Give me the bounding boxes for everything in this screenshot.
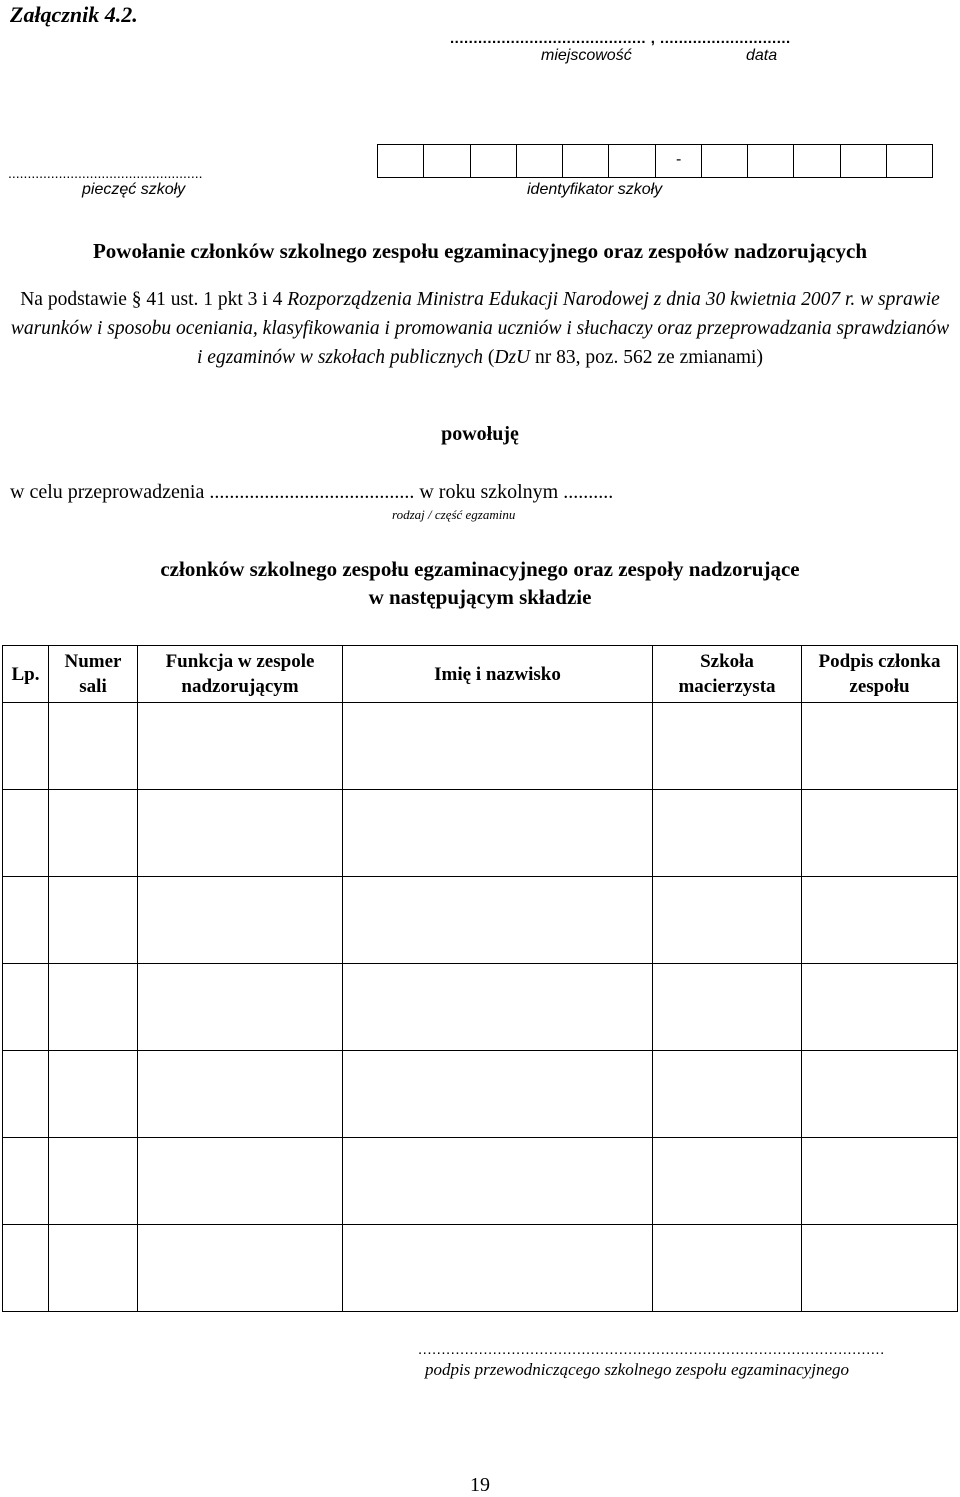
table-cell[interactable] [49, 790, 138, 877]
header-signature: Podpis członka zespołu [802, 646, 958, 703]
members-heading-line2: w następującym składzie [368, 585, 592, 609]
table-cell[interactable] [138, 1051, 343, 1138]
table-cell[interactable] [802, 703, 958, 790]
table-cell[interactable] [3, 1051, 49, 1138]
table-cell[interactable] [343, 964, 653, 1051]
table-cell[interactable] [343, 877, 653, 964]
legal-basis-paragraph [10, 285, 950, 372]
table-cell[interactable] [49, 964, 138, 1051]
table-cell[interactable] [343, 1051, 653, 1138]
attachment-label: Załącznik 4.2. [10, 2, 138, 27]
table-cell[interactable] [653, 1225, 802, 1312]
table-cell[interactable] [49, 703, 138, 790]
school-id-boxes[interactable] [377, 144, 933, 178]
table-cell[interactable] [3, 1225, 49, 1312]
table-cell[interactable] [49, 1138, 138, 1225]
school-id-box[interactable] [423, 145, 469, 177]
page-number: 19 [470, 1474, 490, 1496]
table-cell[interactable] [802, 877, 958, 964]
table-row [3, 1138, 958, 1225]
school-id-box[interactable] [840, 145, 886, 177]
header-room-number: Numer sali [49, 646, 138, 703]
table-cell[interactable] [49, 1225, 138, 1312]
place-label: miejscowość [541, 47, 632, 64]
table-row [3, 790, 958, 877]
members-heading-line1: członków szkolnego zespołu egzaminacyjnego oraz zespoły nadzorujące [160, 557, 800, 581]
table-cell[interactable] [138, 1225, 343, 1312]
table-cell[interactable] [3, 703, 49, 790]
table-cell[interactable] [653, 1051, 802, 1138]
table-cell[interactable] [802, 1051, 958, 1138]
table-header-row [3, 646, 958, 703]
members-heading [0, 555, 960, 611]
table-cell[interactable] [802, 1225, 958, 1312]
legal-basis-journal: DzU [494, 347, 531, 368]
signature-dots: .................................................................................................... [418, 1341, 885, 1358]
legal-basis-part5: nr 83, poz. 562 ze zmianami) [530, 347, 763, 368]
exam-type-label: rodzaj / część egzaminu [392, 507, 516, 522]
document-heading: Powołanie członków szkolnego zespołu egzaminacyjnego oraz zespołów nadzorujących [92, 239, 868, 263]
header-name: Imię i nazwisko [343, 646, 653, 703]
table-cell[interactable] [138, 790, 343, 877]
school-id-box[interactable] [562, 145, 608, 177]
table-row [3, 1225, 958, 1312]
table-cell[interactable] [343, 790, 653, 877]
table-cell[interactable] [802, 964, 958, 1051]
school-stamp-dots: .................................................. [8, 165, 203, 181]
school-id-label: identyfikator szkoły [527, 181, 663, 198]
table-cell[interactable] [3, 877, 49, 964]
header-home-school: Szkoła macierzysta [653, 646, 802, 703]
table-cell[interactable] [3, 790, 49, 877]
appoint-word: powołuję [441, 423, 519, 445]
table-cell[interactable] [653, 877, 802, 964]
table-cell[interactable] [802, 1138, 958, 1225]
school-id-box[interactable] [701, 145, 747, 177]
table-cell[interactable] [343, 703, 653, 790]
school-id-box[interactable] [886, 145, 932, 177]
date-label: data [746, 47, 778, 64]
table-row [3, 877, 958, 964]
school-id-box[interactable] [516, 145, 562, 177]
legal-basis-part3: ( [482, 347, 495, 368]
school-id-box[interactable] [793, 145, 839, 177]
legal-basis-part1: Na podstawie § 41 ust. 1 pkt 3 i 4 [20, 289, 288, 310]
table-cell[interactable] [3, 964, 49, 1051]
table-cell[interactable] [138, 1138, 343, 1225]
place-date-dots: .......................................... , ............................ [450, 30, 791, 47]
table-cell[interactable] [3, 1138, 49, 1225]
header-lp: Lp. [3, 646, 49, 703]
school-stamp-label: pieczęć szkoły [82, 181, 186, 198]
table-cell[interactable] [49, 877, 138, 964]
school-id-box[interactable] [747, 145, 793, 177]
table-cell[interactable] [138, 964, 343, 1051]
table-cell[interactable] [343, 1138, 653, 1225]
purpose-line: w celu przeprowadzenia ......................................... w roku szkolnym .......... [10, 481, 614, 503]
members-table [2, 645, 958, 1312]
signature-label: podpis przewodniczącego szkolnego zespołu egzaminacyjnego [425, 1360, 849, 1379]
table-cell[interactable] [49, 1051, 138, 1138]
school-id-box[interactable] [608, 145, 654, 177]
school-id-dash: - [676, 151, 682, 168]
school-id-box[interactable] [378, 145, 423, 177]
table-row [3, 1051, 958, 1138]
table-cell[interactable] [138, 703, 343, 790]
table-cell[interactable] [653, 703, 802, 790]
school-id-box[interactable] [470, 145, 516, 177]
table-cell[interactable] [343, 1225, 653, 1312]
table-row [3, 703, 958, 790]
table-cell[interactable] [653, 1138, 802, 1225]
table-cell[interactable] [653, 790, 802, 877]
table-cell[interactable] [802, 790, 958, 877]
table-cell[interactable] [138, 877, 343, 964]
header-function: Funkcja w zespole nadzorującym [138, 646, 343, 703]
legal-basis-regulation: Rozporządzenia Ministra Edukacji Narodowej z dnia 30 kwietnia 2007 r. w sprawie warunków i sposobu oceniania, klasyfikowania i promowania uczniów i słuchaczy oraz przeprowadzania sprawdzianów i egzaminów w szkołach publicznych [10, 289, 950, 368]
table-cell[interactable] [653, 964, 802, 1051]
table-row [3, 964, 958, 1051]
